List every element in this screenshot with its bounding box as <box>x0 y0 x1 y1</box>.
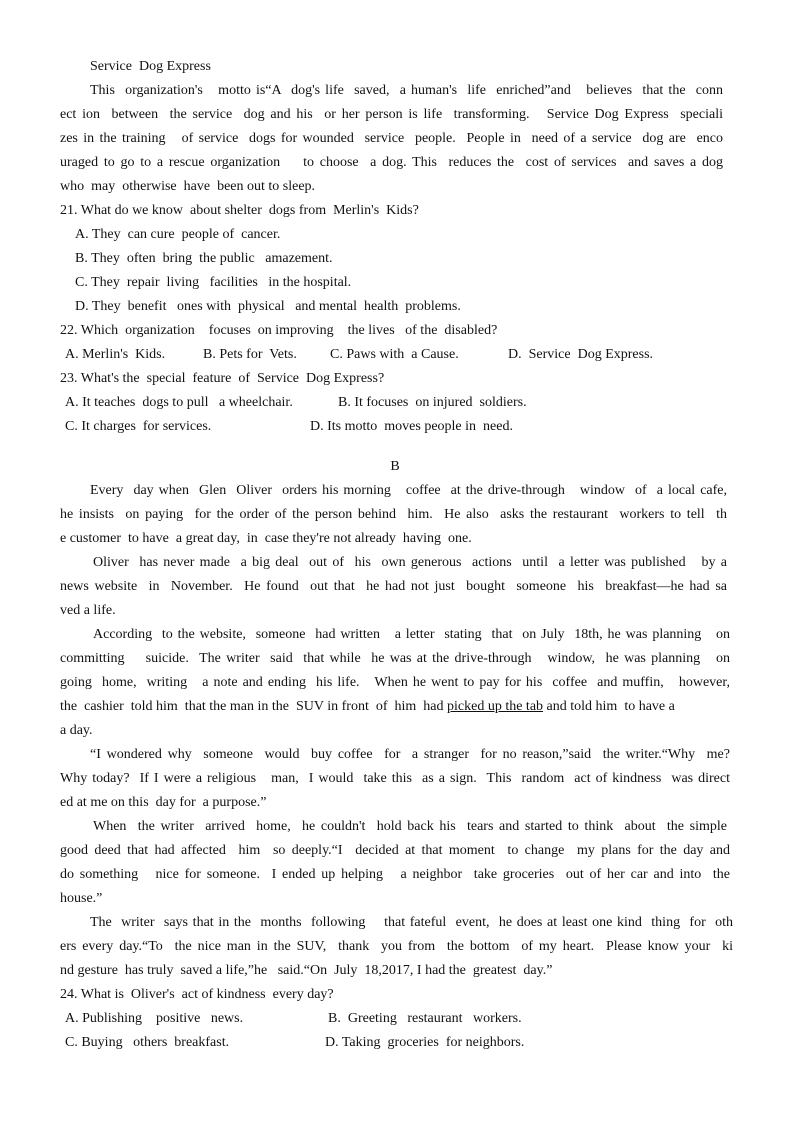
passage-heading: Service Dog Express <box>90 59 211 74</box>
passage-line: According to the website, someone had written a letter stating that on July 18th, he was planning on <box>93 627 730 642</box>
passage-line: This organization's motto is“A dog's life saved, a human's life enriched”and believes that the conn <box>90 83 723 98</box>
answer-option: C. Paws with a Cause. <box>330 347 459 362</box>
answer-option: D. Its motto moves people in need. <box>310 419 513 434</box>
question-stem: 22. Which organization focuses on improving the lives of the disabled? <box>60 323 498 338</box>
answer-option: C. Buying others breakfast. <box>65 1035 230 1050</box>
underlined-phrase: picked up the tab <box>447 699 544 714</box>
passage-line: ect ion between the service dog and his or her person is life transforming. Service Dog Express speciali <box>60 107 723 122</box>
answer-option: B. They often bring the public amazement. <box>75 251 333 266</box>
passage-line: uraged to go to a rescue organization to choose a dog. This reduces the cost of services and saves a dog <box>60 155 723 170</box>
question-stem: 21. What do we know about shelter dogs from Merlin's Kids? <box>60 203 419 218</box>
passage-line: news website in November. He found out that he had not just bought someone his breakfast—he had sa <box>60 579 727 594</box>
answer-option: A. They can cure people of cancer. <box>75 227 281 242</box>
passage-line: good deed that had affected him so deeply.“I decided at that moment to change my plans for the day and <box>60 843 730 858</box>
passage-line: “I wondered why someone would buy coffee for a stranger for no reason,”said the writer.“Why me? <box>90 747 730 762</box>
passage-line: e customer to have a great day, in case they're not already having one. <box>60 531 472 546</box>
passage-line: ed at me on this day for a purpose.” <box>60 795 267 810</box>
question-stem: 24. What is Oliver's act of kindness every day? <box>60 987 334 1002</box>
answer-option: C. It charges for services. <box>65 419 212 434</box>
passage-line: do something nice for someone. I ended up helping a neighbor take groceries out of her car and into the <box>60 867 730 882</box>
passage-line: zes in the training of service dogs for wounded service people. People in need of a service dog are enco <box>60 131 723 146</box>
passage-line: ved a life. <box>60 603 116 618</box>
answer-option: A. Publishing positive news. <box>65 1011 244 1026</box>
passage-line: The writer says that in the months following that fateful event, he does at least one kind thing for oth <box>90 915 733 930</box>
passage-line: Every day when Glen Oliver orders his morning coffee at the drive-through window of a local cafe, <box>90 483 727 498</box>
passage-line: going home, writing a note and ending his life. When he went to pay for his coffee and muffin, however, <box>60 675 730 690</box>
passage-line: nd gesture has truly saved a life,”he said.“On July 18,2017, I had the greatest day.” <box>60 963 553 978</box>
passage-line: Oliver has never made a big deal out of his own generous actions until a letter was published by a <box>93 555 727 570</box>
answer-option: D. Taking groceries for neighbors. <box>325 1035 525 1050</box>
section-label: B <box>390 459 400 474</box>
answer-option: B. Greeting restaurant workers. <box>328 1011 522 1026</box>
answer-option: C. They repair living facilities in the hospital. <box>75 275 352 290</box>
answer-option: D. Service Dog Express. <box>508 347 654 362</box>
text-span: the cashier told him that the man in the SUV in front of him had <box>60 699 448 714</box>
answer-option: A. It teaches dogs to pull a wheelchair. <box>65 395 293 410</box>
passage-line: When the writer arrived home, he couldn't hold back his tears and started to think about the simple <box>93 819 727 834</box>
passage-line: house.” <box>60 891 103 906</box>
answer-option: D. They benefit ones with physical and mental health problems. <box>75 299 461 314</box>
answer-option: A. Merlin's Kids. <box>65 347 166 362</box>
passage-line: who may otherwise have been out to sleep. <box>60 179 316 194</box>
answer-option: B. Pets for Vets. <box>203 347 297 362</box>
passage-line <box>60 698 730 716</box>
answer-option: B. It focuses on injured soldiers. <box>338 395 527 410</box>
passage-line: Why today? If I were a religious man, I would take this as a sign. This random act of kindness was direct <box>60 771 730 786</box>
passage-line: he insists on paying for the order of the person behind him. He also asks the restaurant workers to tell th <box>60 507 727 522</box>
passage-line: committing suicide. The writer said that while he was at the drive-through window, he was planning on <box>60 651 730 666</box>
passage-line: ers every day.“To the nice man in the SUV, thank you from the bottom of my heart. Please know your ki <box>60 939 733 954</box>
passage-line: a day. <box>60 723 93 738</box>
question-stem: 23. What's the special feature of Service Dog Express? <box>60 371 385 386</box>
text-span: and told him to have a <box>543 699 675 714</box>
